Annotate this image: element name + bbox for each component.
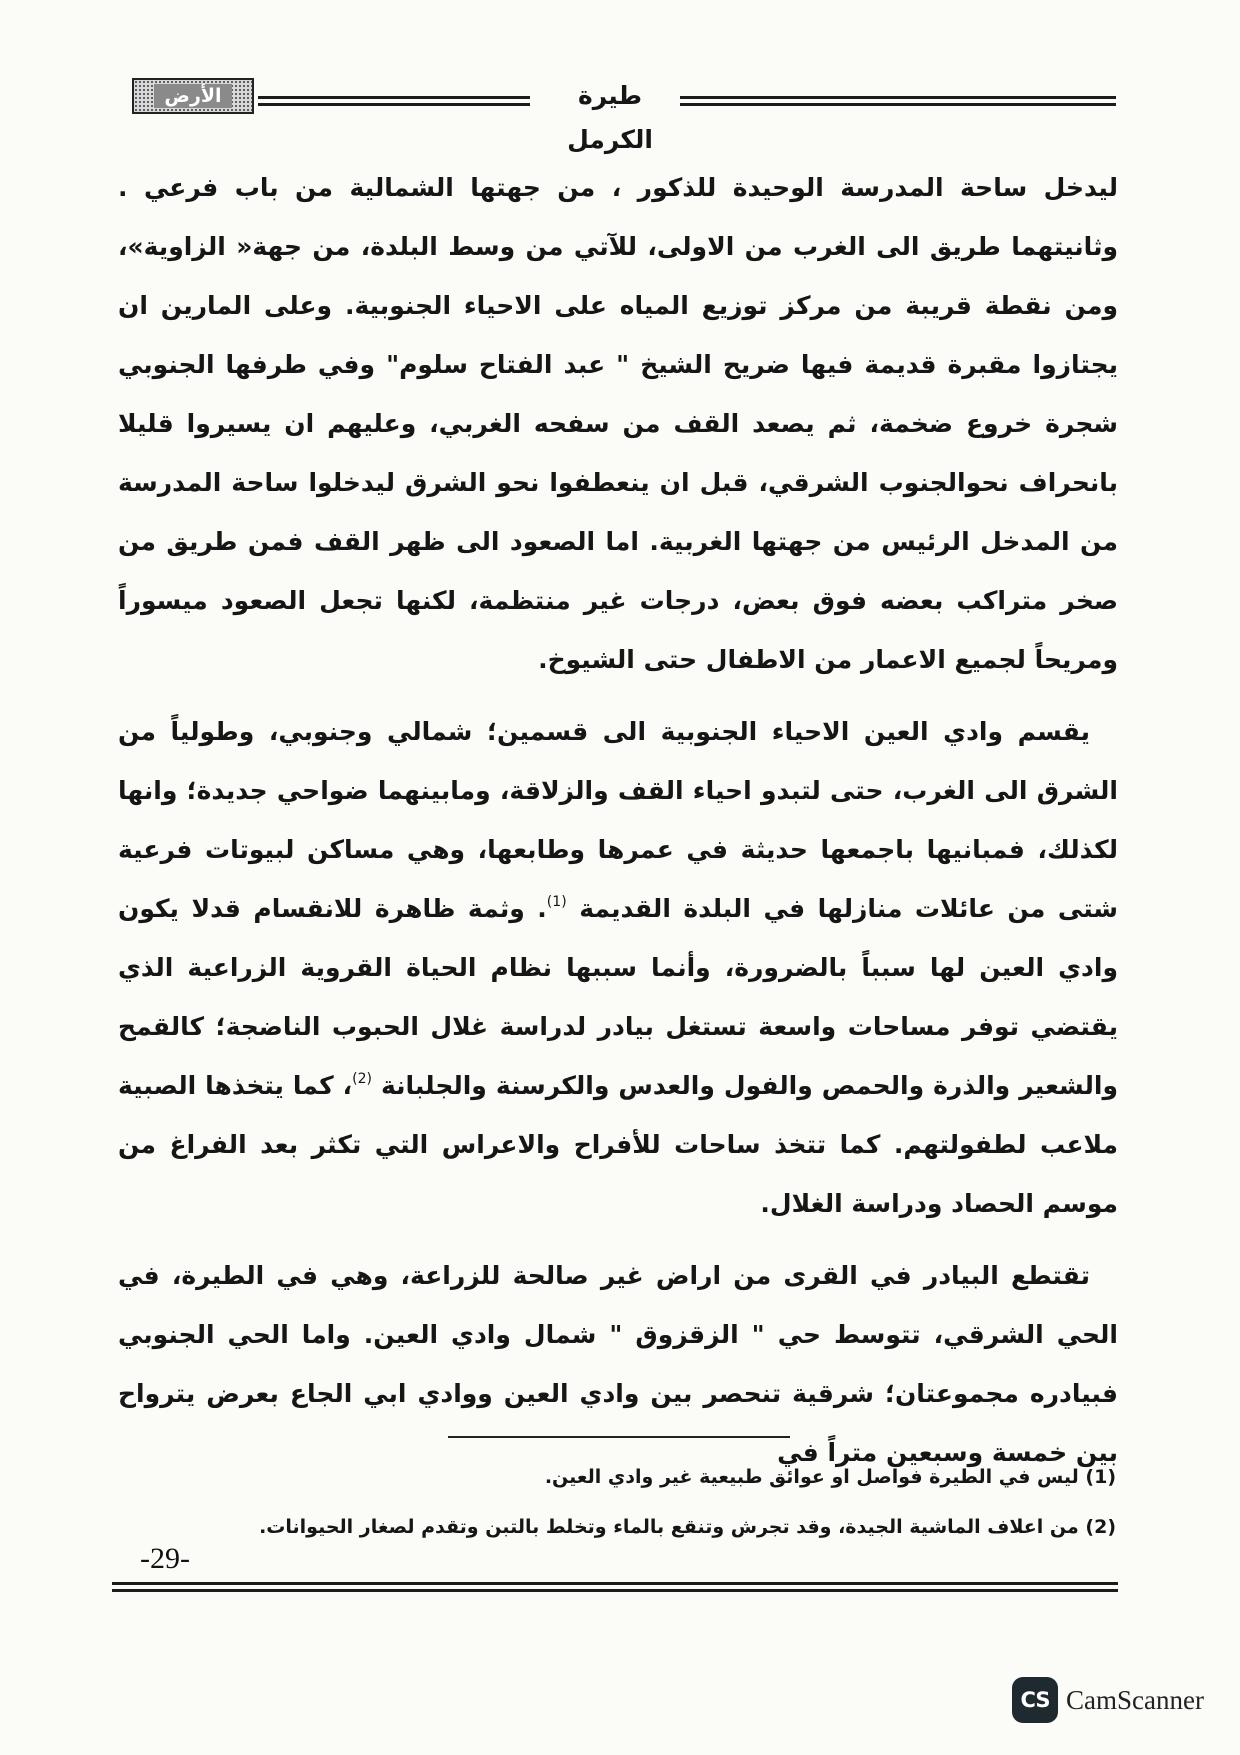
header-rule-left xyxy=(258,96,530,106)
section-label-box xyxy=(132,78,254,114)
paragraph-1: ليدخل ساحة المدرسة الوحيدة للذكور ، من جهتها الشمالية من باب فرعي . وثانيتهما طريق الى الغرب من الاولى، للآتي من وسط البلدة، من جهة« الزاوية»، ومن نقطة قريبة من مركز توزيع المياه على الاحياء الجنوبية. وعلى المارين ان يجتازوا مقبرة قديمة فيها ضريح الشيخ " عبد الفتاح سلوم" وفي طرفها الجنوبي شجرة خروع ضخمة، ثم يصعد القف من سفحه الغربي، وعليهم ان يسيروا قليلا بانحراف نحوالجنوب الشرقي، قبل ان ينعطفوا نحو الشرق ليدخلوا ساحة المدرسة من المدخل الرئيس من جهتها الغربية. اما الصعود الى ظهر القف فمن طريق من صخر متراكب بعضه فوق بعض، درجات غير منتظمة، لكنها تجعل الصعود ميسوراً ومريحاً لجميع الاعمار من الاطفال حتى الشيوخ. xyxy=(118,173,1118,674)
footer-rule xyxy=(112,1582,1118,1592)
header-rule-right xyxy=(680,96,1116,106)
paragraph-2-part-a: يقسم وادي العين الاحياء الجنوبية الى قسمين؛ شمالي وجنوبي، وطولياً من الشرق الى الغرب، حتى لتبدو احياء القف والزلاقة، ومابينهما ضواحي جديدة؛ وانها لكذلك، فمبانيها باجمعها حديثة في عمرها وطابعها، وهي مساكن لبيوتات فرعية شتى من عائلات منازلها في البلدة القديمة xyxy=(118,717,1118,923)
camscanner-watermark xyxy=(1012,1672,1204,1728)
paragraph-2-part-b: . وثمة ظاهرة للانقسام قدلا يكون وادي العين لها سبباً بالضرورة، وأنما سببها نظام الحياة القروية الزراعية الذي يقتضي توفر مساحات واسعة تستغل بيادر لدراسة غلال الحبوب الناضجة؛ كالقمح والشعير والذرة والحمص والفول والعدس والكرسنة والجلبانة xyxy=(118,894,1118,1100)
footnote-2: (2) من اعلاف الماشية الجيدة، وقد تجرش وتنقع بالماء وتخلط بالتبن وتقدم لصغار الحيوانات. xyxy=(259,1516,1116,1538)
paragraph-2-part-c: ، كما يتخذها الصبية ملاعب لطفولتهم. كما تتخذ ساحات للأفراح والاعراس التي تكثر بعد الفراغ من موسم الحصاد ودراسة الغلال. xyxy=(118,1071,1118,1218)
footnotes xyxy=(170,1452,1116,1552)
body-text xyxy=(118,158,1118,1495)
footnote-separator xyxy=(448,1436,790,1438)
camscanner-logo-icon: CS xyxy=(1012,1677,1058,1723)
camscanner-name: CamScanner xyxy=(1066,1684,1204,1715)
paragraph-2 xyxy=(118,702,1118,1233)
book-title: طيرة الكرمل xyxy=(567,81,653,154)
page-number: -29- xyxy=(140,1542,190,1575)
footnote-ref-2[interactable]: (2) xyxy=(352,1071,372,1087)
section-label: الأرض xyxy=(154,84,231,108)
footnote-1: (1) ليس في الطيرة فواصل او عوائق طبيعية غير وادي العين. xyxy=(544,1466,1116,1488)
footnote-ref-1[interactable]: (1) xyxy=(546,894,567,910)
paragraph-3: تقتطع البيادر في القرى من اراض غير صالحة للزراعة، وهي في الطيرة، في الحي الشرقي، تتوسط حي " الزقزوق " شمال وادي العين. واما الحي الجنوبي فبيادره مجموعتان؛ شرقية تنحصر بين وادي العين ووادي ابي الجاع بعرض يترواح بين خمسة وسبعين متراً في xyxy=(118,1261,1118,1467)
